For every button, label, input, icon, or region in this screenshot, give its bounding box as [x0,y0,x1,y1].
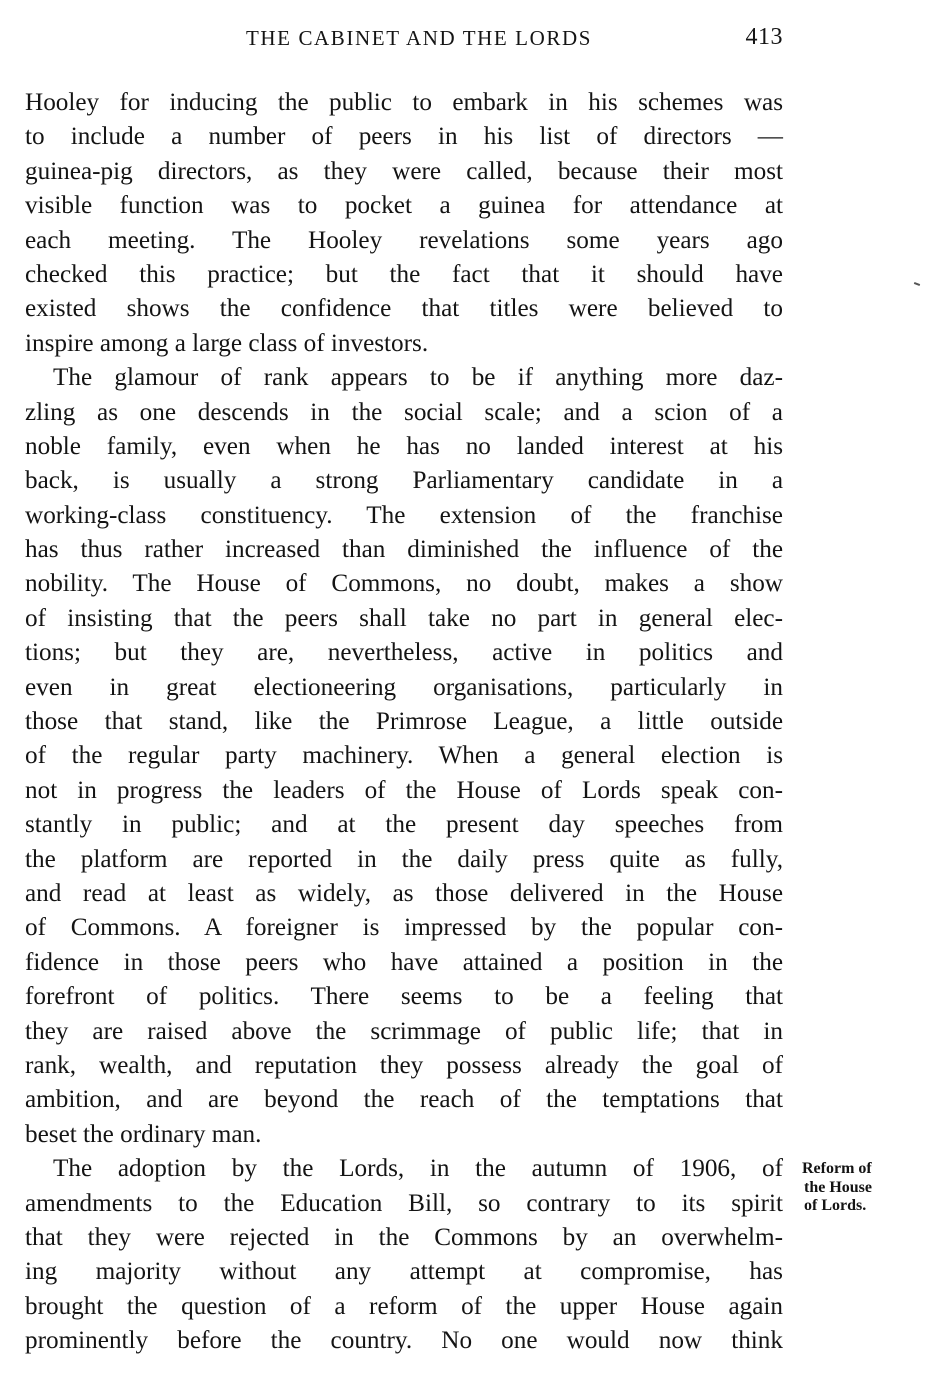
text-line: tions; but they are, nevertheless, active in politics and [25,639,783,667]
page-number: 413 [745,24,783,50]
text-line: and read at least as widely, as those delivered in the House [25,879,783,907]
sidenote-line: Reform of [802,1160,872,1177]
text-line: of Commons. A foreigner is impressed by the popular con- [25,914,783,942]
text-line: brought the question of a reform of the upper House again [25,1292,783,1320]
text-line: guinea-pig directors, as they were called, because their most [25,157,783,185]
text-line: noble family, even when he has no landed interest at his [25,432,783,460]
text-line: checked this practice; but the fact that it should have [25,260,783,288]
text-line: even in great electioneering organisations, particularly in [25,673,783,701]
text-line: has thus rather increased than diminished the influence of the [25,536,783,564]
text-line: amendments to the Education Bill, so contrary to its spirit [25,1189,783,1217]
text-line: back, is usually a strong Parliamentary candidate in a [25,467,783,495]
text-line: existed shows the confidence that titles were believed to [25,295,783,323]
running-title: THE CABINET AND THE LORDS [245,26,593,50]
text-line: rank, wealth, and reputation they possess already the goal of [25,1051,783,1079]
body-text [25,86,783,1358]
text-line: nobility. The House of Commons, no doubt, makes a show [25,570,783,598]
text-line: The adoption by the Lords, in the autumn of 1906, of [53,1155,783,1183]
sidenote-line: the House [804,1178,872,1196]
paragraph-1 [25,86,783,361]
text-line: the platform are reported in the daily press quite as fully, [25,845,783,873]
running-head [25,22,783,54]
text-line: zling as one descends in the social scale; and a scion of a [25,398,783,426]
text-line: prominently before the country. No one would now think [25,1327,783,1355]
text-line: of the regular party machinery. When a general election is [25,742,783,770]
text-line: beset the ordinary man. [25,1120,262,1148]
margin-speck-mark [914,282,920,286]
text-line: to include a number of peers in his list of directors — [25,123,783,151]
text-line: those that stand, like the Primrose League, a little outside [25,708,783,736]
text-line: they are raised above the scrimmage of public life; that in [25,1017,783,1045]
margin-sidenote [802,1160,912,1216]
text-line: Hooley for inducing the public to embark in his schemes was [25,89,783,116]
text-line: not in progress the leaders of the House of Lords speak con- [25,776,783,804]
paragraph-3 [25,1152,783,1358]
text-line: that they were rejected in the Commons by an overwhelm- [25,1223,783,1251]
sidenote-line: of Lords. [804,1197,867,1214]
text-line: of insisting that the peers shall take no part in general elec- [25,604,783,632]
text-line: ambition, and are beyond the reach of the temptations that [25,1086,783,1114]
text-line: ing majority without any attempt at compromise, has [25,1258,783,1286]
text-line: stantly in public; and at the present day speeches from [25,811,783,839]
text-line: visible function was to pocket a guinea for attendance at [25,192,783,220]
text-line: fidence in those peers who have attained a position in the [25,948,783,976]
text-line: working-class constituency. The extension of the franchise [25,501,783,529]
text-line: forefront of politics. There seems to be a feeling that [25,983,783,1011]
text-line: inspire among a large class of investors. [25,329,429,357]
paragraph-2 [25,361,783,1152]
text-line: The glamour of rank appears to be if anything more daz- [53,364,783,392]
text-line: each meeting. The Hooley revelations some years ago [25,226,783,254]
